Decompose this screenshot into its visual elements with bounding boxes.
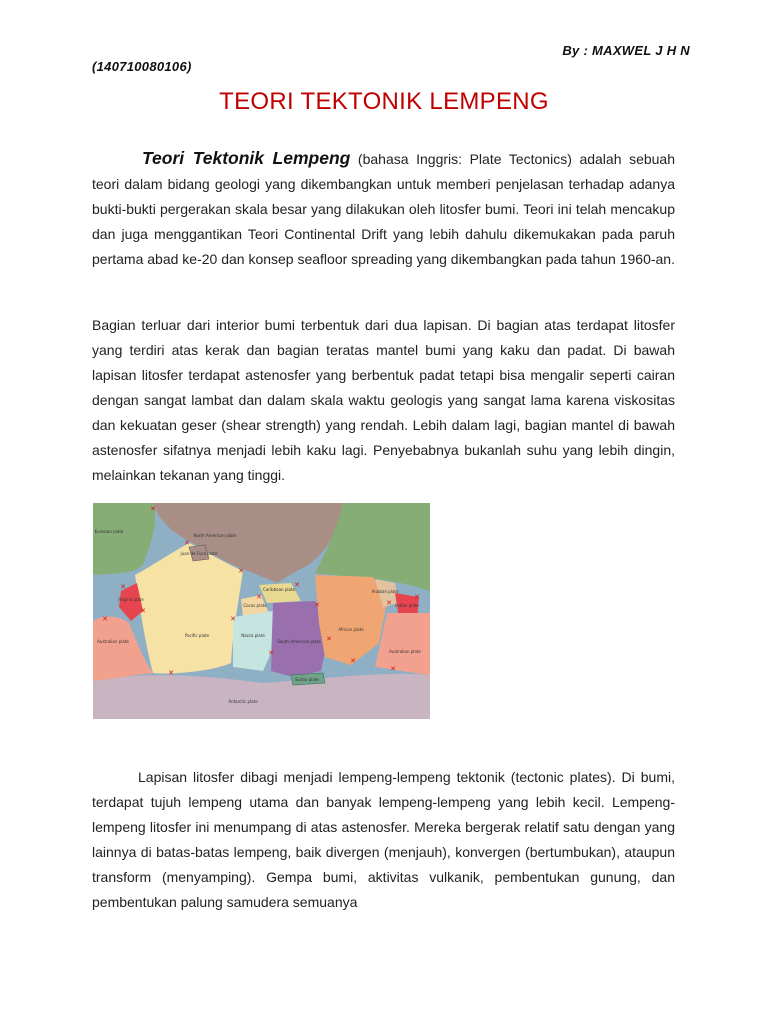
paragraph-layers: Bagian terluar dari interior bumi terbentuk dari dua lapisan. Di bagian atas terdapat litosfer yang terdiri atas kerak dan bagian teratas mantel bumi yang kaku dan padat. Di bawah lapisan litosfer terdapat astenosfer yang berbentuk padat tetapi bisa mengalir seperti cairan dengan sangat lambat dan dalam skala waktu geologis yang sangat lama karena viskositas dan kekuatan geser (shear strength) yang rendah. Lebih dalam lagi, bagian mantel di bawah astenosfer sifatnya menjadi lebih kaku lagi. Penyebabnya bukanlah suhu yang lebih dingin, melainkan tekanan yang tinggi. bbox=[92, 317, 675, 483]
boundary-marker: ✕ bbox=[238, 567, 244, 575]
label-indian: Indian plate bbox=[395, 603, 419, 608]
paragraph-intro bbox=[92, 146, 675, 272]
boundary-marker: ✕ bbox=[150, 505, 156, 513]
label-nazca: Nazca plate bbox=[241, 633, 265, 638]
label-south-american: South American plate bbox=[277, 639, 321, 644]
label-eurasian-west: Eurasian plate bbox=[94, 529, 124, 534]
boundary-marker: ✕ bbox=[168, 669, 174, 677]
label-arabian: Arabian plate bbox=[371, 589, 399, 594]
boundary-marker: ✕ bbox=[326, 635, 332, 643]
boundary-marker: ✕ bbox=[256, 593, 262, 601]
label-cocos: Cocos plate bbox=[243, 603, 267, 608]
boundary-marker: ✕ bbox=[350, 657, 356, 665]
boundary-marker: ✕ bbox=[230, 615, 236, 623]
boundary-marker: ✕ bbox=[184, 539, 190, 547]
document-title: TEORI TEKTONIK LEMPENG bbox=[219, 88, 549, 115]
boundary-marker: ✕ bbox=[140, 607, 146, 615]
label-antarctic: Antarctic plate bbox=[228, 699, 258, 704]
boundary-marker: ✕ bbox=[102, 615, 108, 623]
boundary-marker: ✕ bbox=[314, 601, 320, 609]
boundary-marker: ✕ bbox=[390, 665, 396, 673]
boundary-marker: ✕ bbox=[414, 593, 420, 601]
label-juan-de-fuca: Juan de Fuca plate bbox=[180, 551, 218, 556]
label-north-american: North American plate bbox=[193, 533, 237, 538]
label-pacific: Pacific plate bbox=[184, 633, 210, 638]
label-scotia: Scotia plate bbox=[295, 677, 319, 682]
boundary-marker: ✕ bbox=[268, 649, 274, 657]
paragraph-plates: Lapisan litosfer dibagi menjadi lempeng-lempeng tektonik (tectonic plates). Di bumi, terdapat tujuh lempeng utama dan banyak lempeng-lempeng yang lebih kecil. Lempeng-lempeng litosfer ini menumpang di atas astenosfer. Mereka bergerak relatif satu dengan yang lainnya di batas-batas lempeng, baik divergen (menjauh), konvergen (bertumbukan), ataupun transform (menyamping). Gempa bumi, aktivitas vulkanik, pembentukan gunung, dan pembentukan palung samudera semuanya bbox=[92, 769, 675, 910]
label-australian-east: Australian plate bbox=[389, 649, 421, 654]
nazca-plate bbox=[233, 611, 273, 671]
boundary-marker: ✕ bbox=[294, 581, 300, 589]
paragraph-intro-text: (bahasa Inggris: Plate Tectonics) adalah sebuah teori dalam bidang geologi yang dikembangkan untuk memberi penjelasan terhadap adanya bukti-bukti pergerakan skala besar yang dilakukan oleh litosfer bumi. Teori ini telah mencakup dan juga menggantikan Teori Continental Drift yang lebih dahulu dikemukakan pada paruh pertama abad ke-20 dan konsep seafloor spreading yang dikembangkan pada tahun 1960-an. bbox=[92, 151, 675, 267]
author-line: By : MAXWEL J H N bbox=[562, 43, 690, 58]
student-id: (140710080106) bbox=[92, 59, 192, 74]
label-filipino: Filipino plate bbox=[118, 597, 144, 602]
label-caribbean: Caribbean plate bbox=[263, 587, 295, 592]
lead-term: Teori Tektonik Lempeng bbox=[142, 148, 351, 168]
boundary-marker: ✕ bbox=[386, 599, 392, 607]
tectonic-plates-map bbox=[93, 503, 430, 719]
boundary-marker: ✕ bbox=[120, 583, 126, 591]
label-african: African plate bbox=[338, 627, 364, 632]
label-australian-west: Australian plate bbox=[97, 639, 129, 644]
